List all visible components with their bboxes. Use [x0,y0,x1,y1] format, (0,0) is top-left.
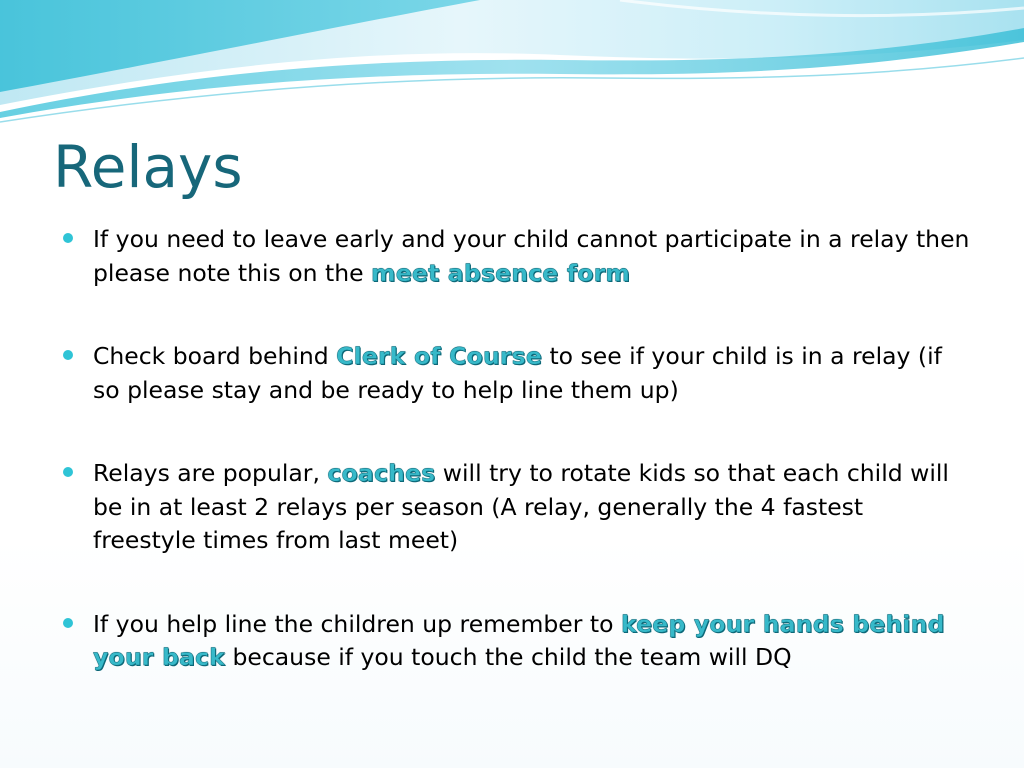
bullet-highlight: Clerk of Course [336,342,542,370]
bullet-text: If you help line the children up remember to [93,609,621,638]
round-bullet-icon [63,233,73,243]
bullet-item [62,457,972,558]
bullet-list [62,223,972,675]
bullet-text: Relays are popular, [93,459,328,487]
bullet-item [62,608,972,675]
bullet-highlight: coaches [327,459,436,487]
bullet-text-after: because if you touch the child the team will DQ [225,643,792,671]
bullet-text: If you need to leave early and your child cannot participate in a relay then please note this on the [93,225,970,287]
header-wave-decoration [0,0,1024,130]
bullet-item [62,340,972,407]
round-bullet-icon [63,618,73,628]
bullet-text-after: to see if your child is in a relay (if so please stay and be ready to help line them up) [93,342,942,404]
bullet-text: Check board behind [93,342,337,370]
bullet-text-after: will try to rotate kids so that each child will be in at least 2 relays per season (A relay, generally the 4 fastest freestyle times from last meet) [93,459,949,554]
round-bullet-icon [63,467,73,477]
bullet-item [62,223,972,290]
bullet-highlight: keep your hands behind your back [93,609,945,671]
round-bullet-icon [63,350,73,360]
slide-title: Relays [53,133,243,201]
bullet-highlight: meet absence form [371,258,631,287]
